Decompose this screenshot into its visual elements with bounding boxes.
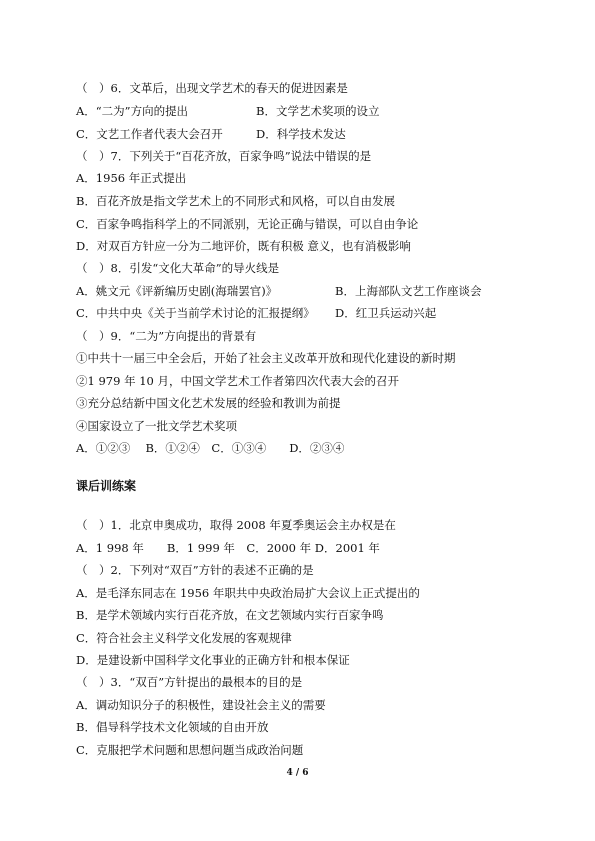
question-6-stem: （ ）6．文革后，出现文学艺术的春天的促进因素是 [76,81,348,95]
question-6-options-row-1 [76,104,380,118]
question-7-stem: （ ）7．下列关于“百花齐放，百家争鸣”说法中错误的是 [76,149,372,163]
question-8-options-row-2 [76,306,437,320]
exercise-2-option-a: A．是毛泽东同志在 1956 年职共中央政治局扩大会议上正式提出的 [76,586,420,600]
question-8-stem: （ ）8．引发“文化大革命”的导火线是 [76,261,280,275]
question-9-choices: A．①②③ B．①②④ C．①③④ D．②③④ [76,441,345,455]
question-6-options-row-2 [76,127,346,141]
question-6-option-a: A．“二为”方向的提出 [76,104,189,118]
exercise-2-option-b: B．是学术领域内实行百花齐放，在文艺领域内实行百家争鸣 [76,608,384,622]
section-title: 课后训练案 [76,479,137,493]
question-8-options-row-1 [76,284,482,298]
question-9-item-2: ②1 979 年 10 月，中国文学艺术工作者第四次代表大会的召开 [76,374,400,388]
exercise-1-choices: A．1 998 年 B．1 999 年 C．2000 年 D．2001 年 [76,541,380,555]
question-8-option-c: C．中共中央《关于当前学术讨论的汇报提纲》 [76,306,315,320]
exercise-3-option-b: B．倡导科学技术文化领域的自由开放 [76,720,269,734]
exercise-2-stem: （ ）2．下列对“双百”方针的表述不正确的是 [76,563,314,577]
question-9-item-3: ③充分总结新中国文化艺术发展的经验和教训为前提 [76,396,341,410]
question-9-item-4: ④国家设立了一批文学艺术奖项 [76,419,237,433]
question-8-option-a: A．姚文元《评新编历史剧(海瑞罢官)》 [76,284,278,298]
exercise-3-option-a: A．调动知识分子的积极性，建设社会主义的需要 [76,698,326,712]
question-6-option-b: B．文学艺术奖项的设立 [256,104,380,118]
question-6-option-d: D．科学技术发达 [256,127,346,141]
question-8-option-d: D．红卫兵运动兴起 [335,306,437,320]
question-7-option-d: D．对双百方针应一分为二地评价，既有积极 意义，也有消极影响 [76,239,411,253]
page-number: 4 / 6 [286,768,309,778]
question-6-option-c: C．文艺工作者代表大会召开 [76,127,223,141]
exercise-2-option-d: D．是建设新中国科学文化事业的正确方针和根本保证 [76,653,350,667]
exercise-3-option-c: C．克服把学术问题和思想问题当成政治问题 [76,743,304,757]
question-9-item-1: ①中共十一届三中全会后，开始了社会主义改革开放和现代化建设的新时期 [76,351,456,365]
exercise-2-option-c: C．符合社会主义科学文化发展的客观规律 [76,631,292,645]
question-8-option-b: B．上海部队文艺工作座谈会 [335,284,482,298]
question-7-option-a: A．1956 年正式提出 [76,171,187,185]
question-7-option-c: C．百家争鸣指科学上的不同派别，无论正确与错误，可以自由争论 [76,217,419,231]
exercise-1-stem: （ ）1．北京申奥成功，取得 2008 年夏季奥运会主办权是在 [76,518,396,532]
question-7-option-b: B．百花齐放是指文学艺术上的不同形式和风格，可以自由发展 [76,194,395,208]
question-9-stem: （ ）9．“二为”方向提出的背景有 [76,329,257,343]
exercise-3-stem: （ ）3．“双百”方针提出的最根本的目的是 [76,675,303,689]
